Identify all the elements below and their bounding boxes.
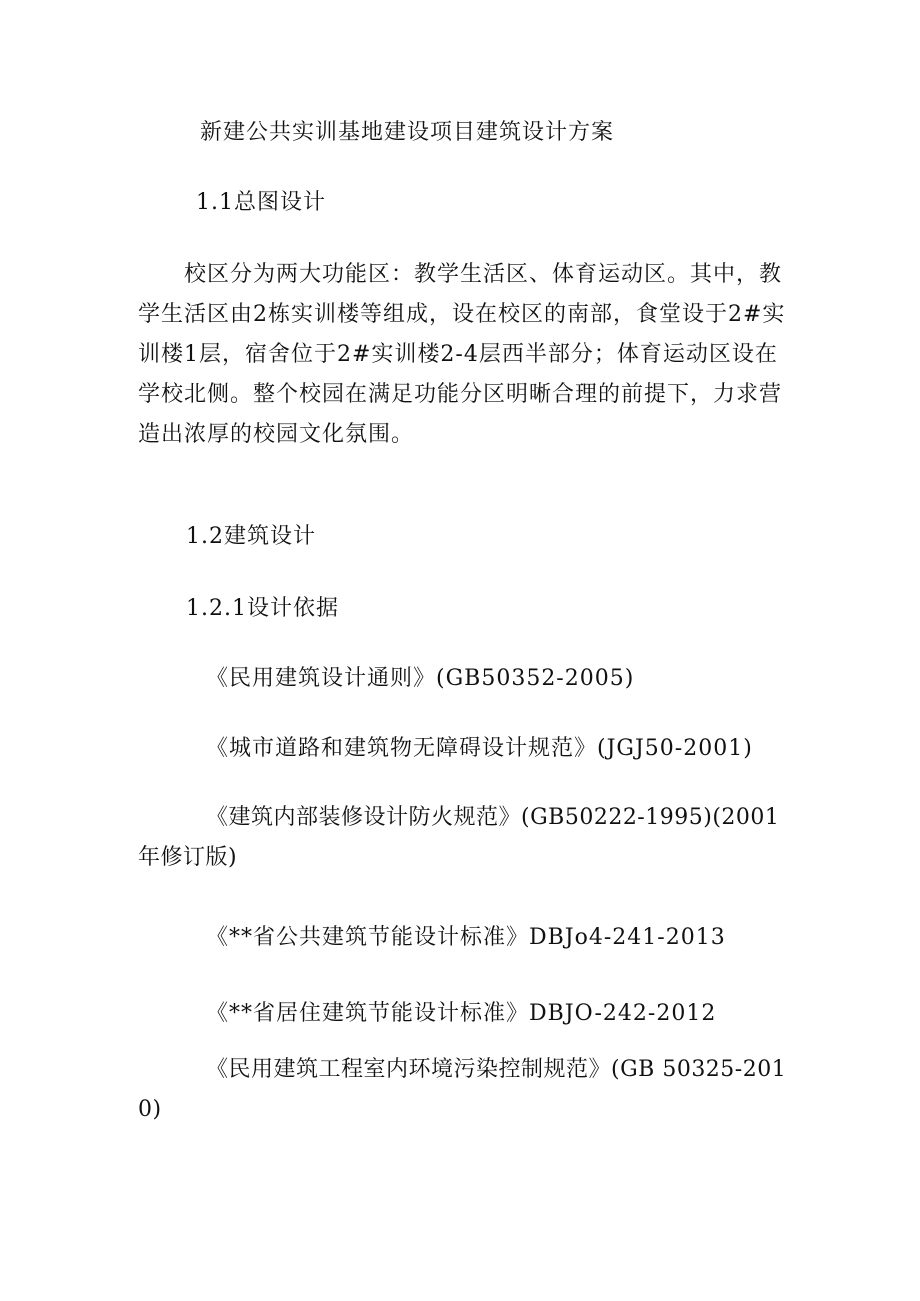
reference-item: 《民用建筑工程室内环境污染控制规范》(GB 50325-2010): [138, 1057, 787, 1122]
reference-item: 《民用建筑设计通则》(GB50352-2005): [206, 666, 635, 691]
section-heading-1-1: 1.1总图设计: [196, 190, 326, 215]
reference-item: 《城市道路和建筑物无障碍设计规范》(JGJ50-2001): [206, 736, 753, 761]
section-heading-1-2-1: 1.2.1设计依据: [186, 596, 339, 621]
reference-item: 《**省居住建筑节能设计标准》DBJO-242-2012: [206, 1001, 717, 1026]
document-title: 新建公共实训基地建设项目建筑设计方案: [200, 120, 615, 145]
paragraph-functional-zones: 校区分为两大功能区：教学生活区、体育运动区。其中，教学生活区由2栋实训楼等组成，设在校区的南部，食堂设于2#实训楼1层，宿舍位于2#实训楼2-4层西半部分；体育运动区设在学校北侧。整个校园在满足功能分区明晰合理的前提下，力求营造出浓厚的校园文化氛围。: [138, 262, 786, 447]
reference-item: 《**省公共建筑节能设计标准》DBJo4-241-2013: [206, 925, 726, 950]
section-heading-1-2: 1.2建筑设计: [186, 524, 316, 549]
reference-item: 《建筑内部装修设计防火规范》(GB50222-1995)(2001年修订版): [138, 805, 780, 870]
